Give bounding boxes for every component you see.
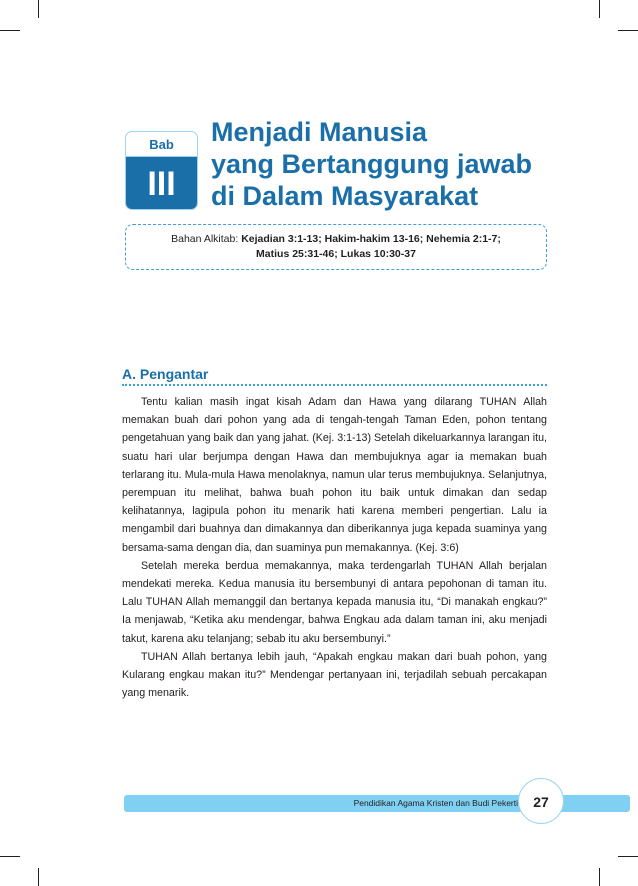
chapter-title-line: yang Bertanggung jawab	[211, 149, 533, 179]
bible-reading-refs: Matius 25:31-46; Lukas 10:30-37	[256, 248, 416, 260]
chapter-title	[211, 116, 601, 212]
section-divider	[122, 384, 547, 386]
chapter-badge	[125, 131, 198, 210]
chapter-label: Bab	[126, 132, 197, 157]
paragraph: Tentu kalian masih ingat kisah Adam dan Hawa yang dilarang TUHAN Allah memakan buah dari pohon yang ada di tengah-tengah Taman Eden, pohon tentang pengetahuan yang baik dan yang jahat. (Kej. 3:1-13) Setelah dikeluarkannya larangan itu, suatu hari ular berjumpa dengan Hawa dan membujuknya agar ia memakan buah terlarang itu. Mula-mula Hawa menolaknya, namun ular terus membujuknya. Selanjutnya, perempuan itu melihat, bahwa buah pohon itu baik untuk dimakan dan sedap kelihatannya, lagipula pohon itu menarik hati karena memberi pengertian. Lalu ia mengambil dari buahnya dan dimakannya dan diberikannya juga kepada suaminya yang bersama-sama dengan dia, dan suaminya pun memakannya. (Kej. 3:6)	[122, 396, 547, 554]
crop-mark	[618, 30, 638, 31]
bible-reading-line	[126, 247, 546, 262]
crop-mark	[0, 30, 20, 31]
crop-mark	[38, 868, 39, 886]
chapter-title-line: Menjadi Manusia	[211, 117, 428, 147]
bible-reading-box	[125, 224, 547, 270]
paragraph: TUHAN Allah bertanya lebih jauh, “Apakah engkau makan dari buah pohon, yang Kularang engkau makan itu?” Mendengar pertanyaan ini, terjadilah sebuah percakapan yang menarik.	[122, 650, 547, 700]
crop-mark	[0, 856, 20, 857]
paragraph: Setelah mereka berdua memakannya, maka terdengarlah TUHAN Allah berjalan mendekati mereka. Kedua manusia itu bersembunyi di antara pepohonan di taman itu. Lalu TUHAN Allah memanggil dan bertanya kepada manusia itu, “Di manakah engkau?” Ia menjawab, “Ketika aku mendengar, bahwa Engkau ada dalam taman ini, aku menjadi takut, karena aku telanjang; sebab itu aku bersembunyi.”	[122, 559, 547, 645]
bible-reading-label: Bahan Alkitab:	[171, 233, 239, 245]
chapter-title-line: di Dalam Masyarakat	[211, 181, 479, 211]
section-heading: A. Pengantar	[122, 366, 209, 382]
crop-mark	[599, 868, 600, 886]
crop-mark	[618, 856, 638, 857]
chapter-number: III	[126, 157, 197, 210]
crop-mark	[599, 0, 600, 18]
bible-reading-line	[126, 232, 546, 247]
bible-reading-refs: Kejadian 3:1-13; Hakim-hakim 13-16; Nehemia 2:1-7;	[241, 233, 501, 245]
footer-book-title: Pendidikan Agama Kristen dan Budi Pekerti	[353, 798, 518, 808]
body-text	[122, 393, 547, 702]
crop-mark	[38, 0, 39, 18]
page-number: 27	[518, 778, 564, 824]
